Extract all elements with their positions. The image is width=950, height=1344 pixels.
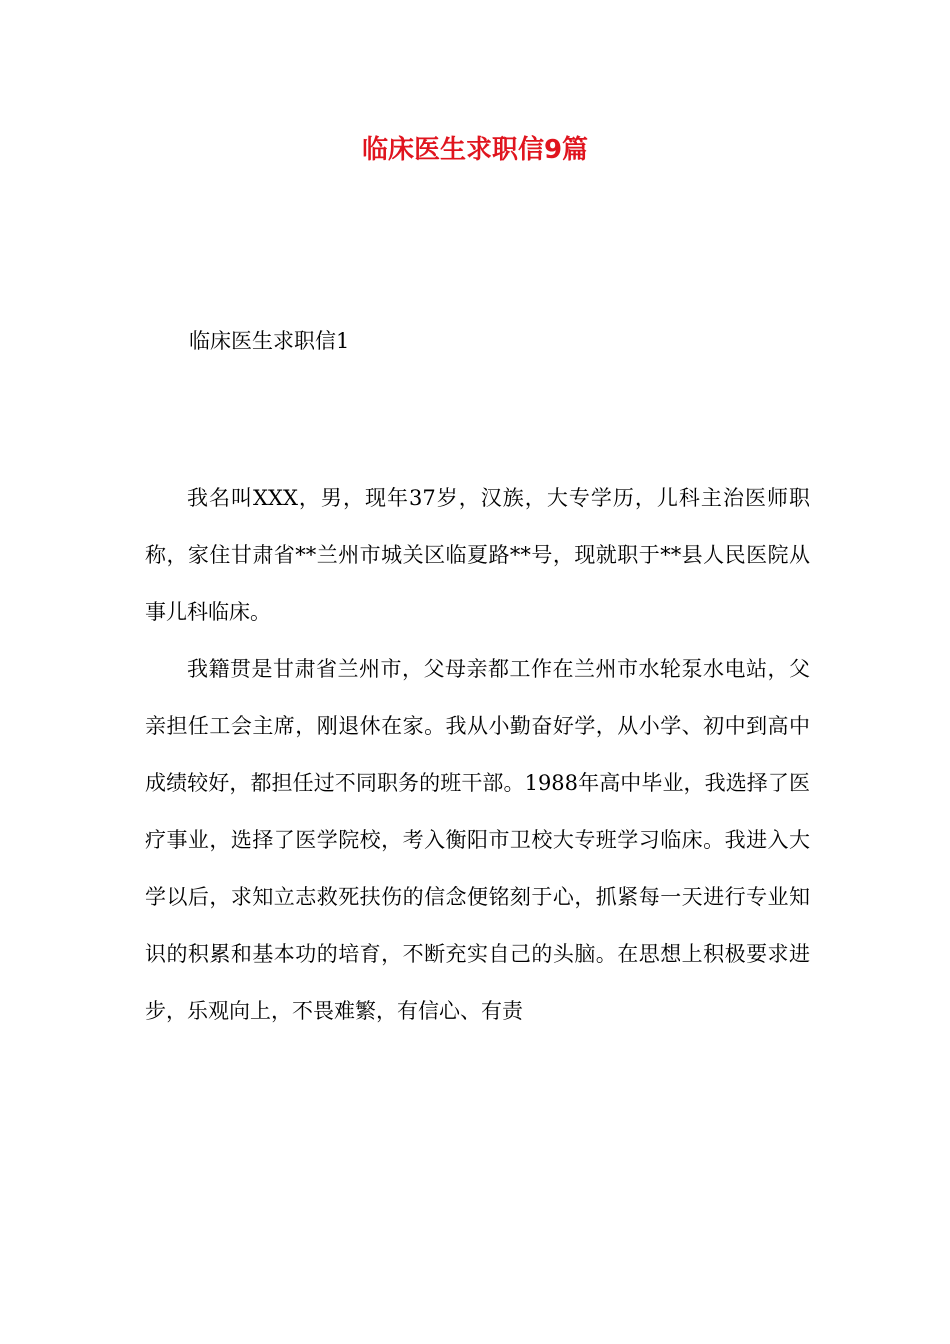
document-body: [145, 470, 810, 1040]
paragraph-1: 我名叫XXX，男，现年37岁，汉族，大专学历，儿科主治医师职称，家住甘肃省**兰州市城关区临夏路**号，现就职于**县人民医院从事儿科临床。: [145, 486, 810, 624]
document-title: 临床医生求职信9篇: [361, 135, 589, 165]
section-heading: 临床医生求职信1: [189, 329, 350, 353]
paragraph-2: 我籍贯是甘肃省兰州市，父母亲都工作在兰州市水轮泵水电站，父亲担任工会主席，刚退休在家。我从小勤奋好学，从小学、初中到高中成绩较好，都担任过不同职务的班干部。1988年高中毕业，我选择了医疗事业，选择了医学院校，考入衡阳市卫校大专班学习临床。我进入大学以后，求知立志救死扶伤的信念便铭刻于心，抓紧每一天进行专业知识的积累和基本功的培育，不断充实自己的头脑。在思想上积极要求进步，乐观向上，不畏难繁，有信心、有责: [145, 657, 810, 1023]
